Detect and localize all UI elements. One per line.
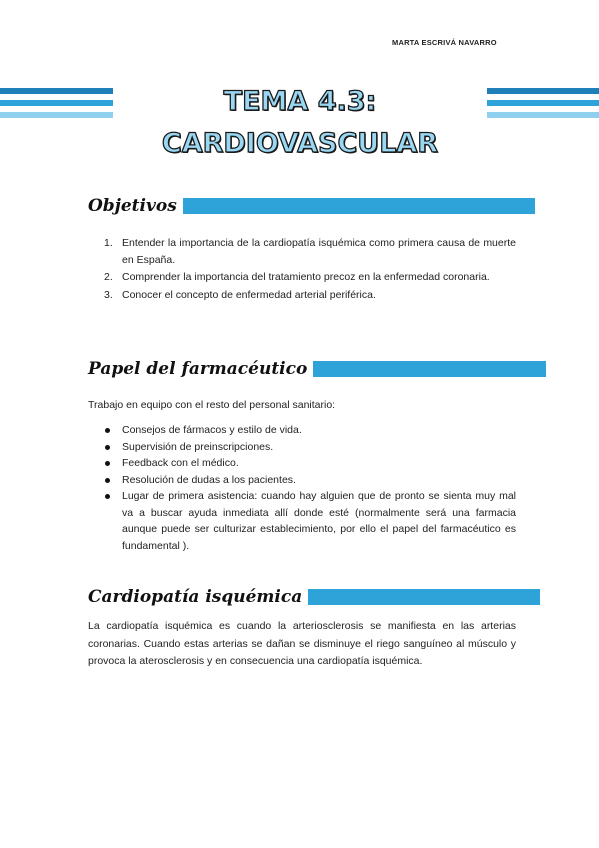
list-item: [104, 455, 516, 472]
bullet-icon: [105, 445, 110, 450]
list-item: [104, 488, 516, 554]
page-title-line1: TEMA 4.3:: [223, 86, 377, 117]
item-text: Lugar de primera asistencia: cuando hay alguien que de pronto se sienta muy mal va a buscar ayuda inmediata allí donde esté (normalmente será una farmacia aunque puede ser culturizar establecimiento, por ello el papel del farmacéutico es fundamental ).: [122, 490, 516, 552]
list-item: [104, 422, 516, 439]
stripe-light: [487, 112, 599, 118]
list-item: [104, 269, 516, 286]
stripe-light: [0, 112, 113, 118]
stripe-medium: [0, 100, 113, 106]
bullet-icon: [105, 461, 110, 466]
decorative-stripes-left: [0, 88, 113, 124]
list-item: [104, 287, 516, 304]
list-item: [104, 439, 516, 456]
decorative-stripes-right: [487, 88, 599, 124]
item-text: Supervisión de preinscripciones.: [122, 440, 274, 453]
author-name: MARTA ESCRIVÁ NAVARRO: [392, 38, 497, 47]
section-accent-bar: [308, 589, 540, 605]
stripe-medium: [487, 100, 599, 106]
list-item: [104, 472, 516, 489]
section-heading-objetivos: [88, 196, 535, 216]
section-heading-papel: [88, 359, 546, 379]
stripe-dark: [487, 88, 599, 94]
section-title: Papel del farmacéutico: [88, 359, 308, 379]
list-item: [104, 235, 516, 268]
section-accent-bar: [183, 198, 535, 214]
item-text: Resolución de dudas a los pacientes.: [122, 473, 296, 486]
papel-bullet-list: [104, 422, 516, 554]
item-number: 1.: [104, 237, 113, 249]
item-number: 3.: [104, 288, 113, 301]
objectives-list: [104, 235, 516, 304]
item-text: Entender la importancia de la cardiopatía isquémica como primera causa de muerte en España.: [122, 237, 516, 266]
bullet-icon: [105, 494, 110, 499]
page-title-line2: CARDIOVASCULAR: [161, 128, 439, 159]
section-title: Objetivos: [88, 196, 177, 216]
section-title: Cardiopatía isquémica: [88, 587, 303, 607]
section-heading-cardiopatia: [88, 587, 540, 607]
section-accent-bar: [313, 361, 546, 377]
bullet-icon: [105, 428, 110, 433]
item-text: Conocer el concepto de enfermedad arterial periférica.: [122, 288, 376, 301]
stripe-dark: [0, 88, 113, 94]
cardiopatia-paragraph: La cardiopatía isquémica es cuando la arteriosclerosis se manifiesta en las arterias coronarias. Cuando estas arterias se dañan se disminuye el riego sanguíneo al músculo y provoca la aterosclerosis y en consecuencia una cardiopatía isquémica.: [88, 620, 516, 667]
papel-intro: Trabajo en equipo con el resto del personal sanitario:: [88, 399, 336, 411]
item-number: 2.: [104, 271, 113, 283]
item-text: Consejos de fármacos y estilo de vida.: [122, 424, 302, 436]
bullet-icon: [105, 478, 110, 483]
item-text: Feedback con el médico.: [122, 457, 239, 469]
item-text: Comprender la importancia del tratamiento precoz en la enfermedad coronaria.: [122, 271, 490, 283]
